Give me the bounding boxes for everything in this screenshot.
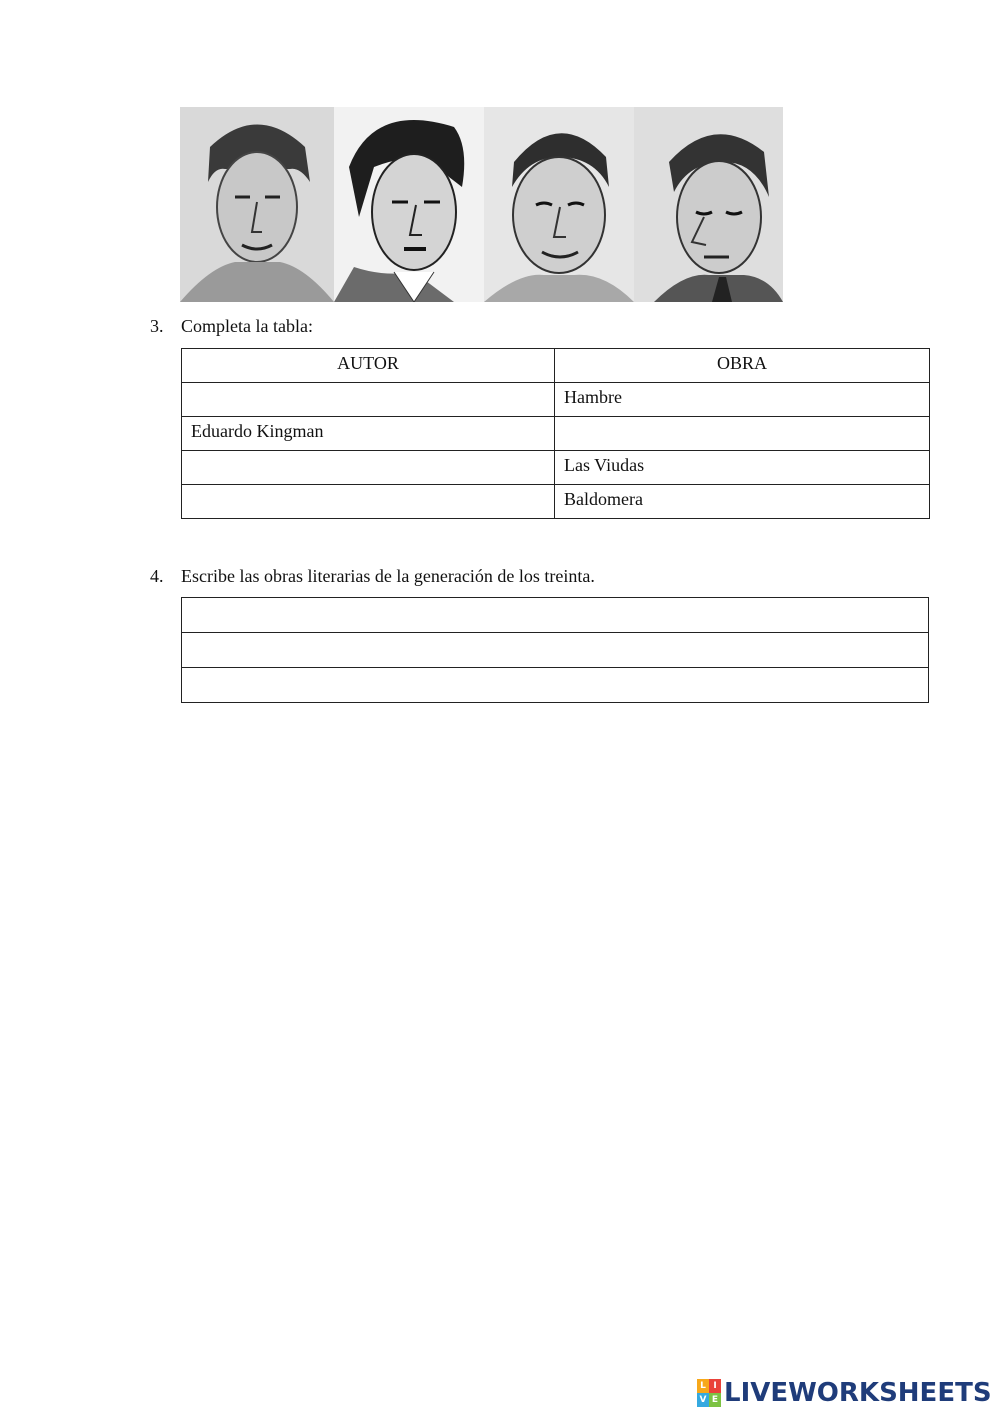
obra-cell-4: Baldomera xyxy=(555,485,930,519)
question-4 xyxy=(150,565,750,587)
table-row xyxy=(182,451,930,485)
logo-text: LIVEWORKSHEETS xyxy=(724,1378,992,1408)
table-row xyxy=(182,485,930,519)
liveworksheets-logo xyxy=(697,1378,992,1408)
badge-letter: I xyxy=(709,1379,721,1393)
answer-field-1[interactable] xyxy=(182,598,929,633)
badge-letter: V xyxy=(697,1393,709,1407)
table-row xyxy=(182,383,930,417)
question-4-number: 4. xyxy=(150,566,164,586)
answer-table xyxy=(181,597,929,703)
obra-cell-2[interactable] xyxy=(555,417,930,451)
obra-cell-1: Hambre xyxy=(555,383,930,417)
portrait-image-1 xyxy=(180,107,334,302)
autor-cell-3[interactable] xyxy=(182,451,555,485)
autor-cell-1[interactable] xyxy=(182,383,555,417)
portrait-image-3 xyxy=(484,107,634,302)
author-work-table xyxy=(181,348,930,519)
autor-cell-4[interactable] xyxy=(182,485,555,519)
question-4-text: Escribe las obras literarias de la generación de los treinta. xyxy=(181,566,595,586)
badge-letter: E xyxy=(709,1393,721,1407)
obra-cell-3: Las Viudas xyxy=(555,451,930,485)
header-autor: AUTOR xyxy=(182,349,555,383)
question-3-number: 3. xyxy=(150,316,164,336)
question-3-text: Completa la tabla: xyxy=(181,316,313,336)
answer-row xyxy=(182,598,929,633)
answer-field-3[interactable] xyxy=(182,668,929,703)
question-3 xyxy=(150,315,550,337)
autor-cell-2: Eduardo Kingman xyxy=(182,417,555,451)
table-header-row xyxy=(182,349,930,383)
badge-letter: L xyxy=(697,1379,709,1393)
portrait-image-4 xyxy=(634,107,783,302)
answer-row xyxy=(182,633,929,668)
answer-row xyxy=(182,668,929,703)
portrait-image-2 xyxy=(334,107,484,302)
logo-badge-icon xyxy=(697,1379,721,1407)
answer-field-2[interactable] xyxy=(182,633,929,668)
table-row xyxy=(182,417,930,451)
header-obra: OBRA xyxy=(555,349,930,383)
portrait-strip xyxy=(180,107,783,302)
